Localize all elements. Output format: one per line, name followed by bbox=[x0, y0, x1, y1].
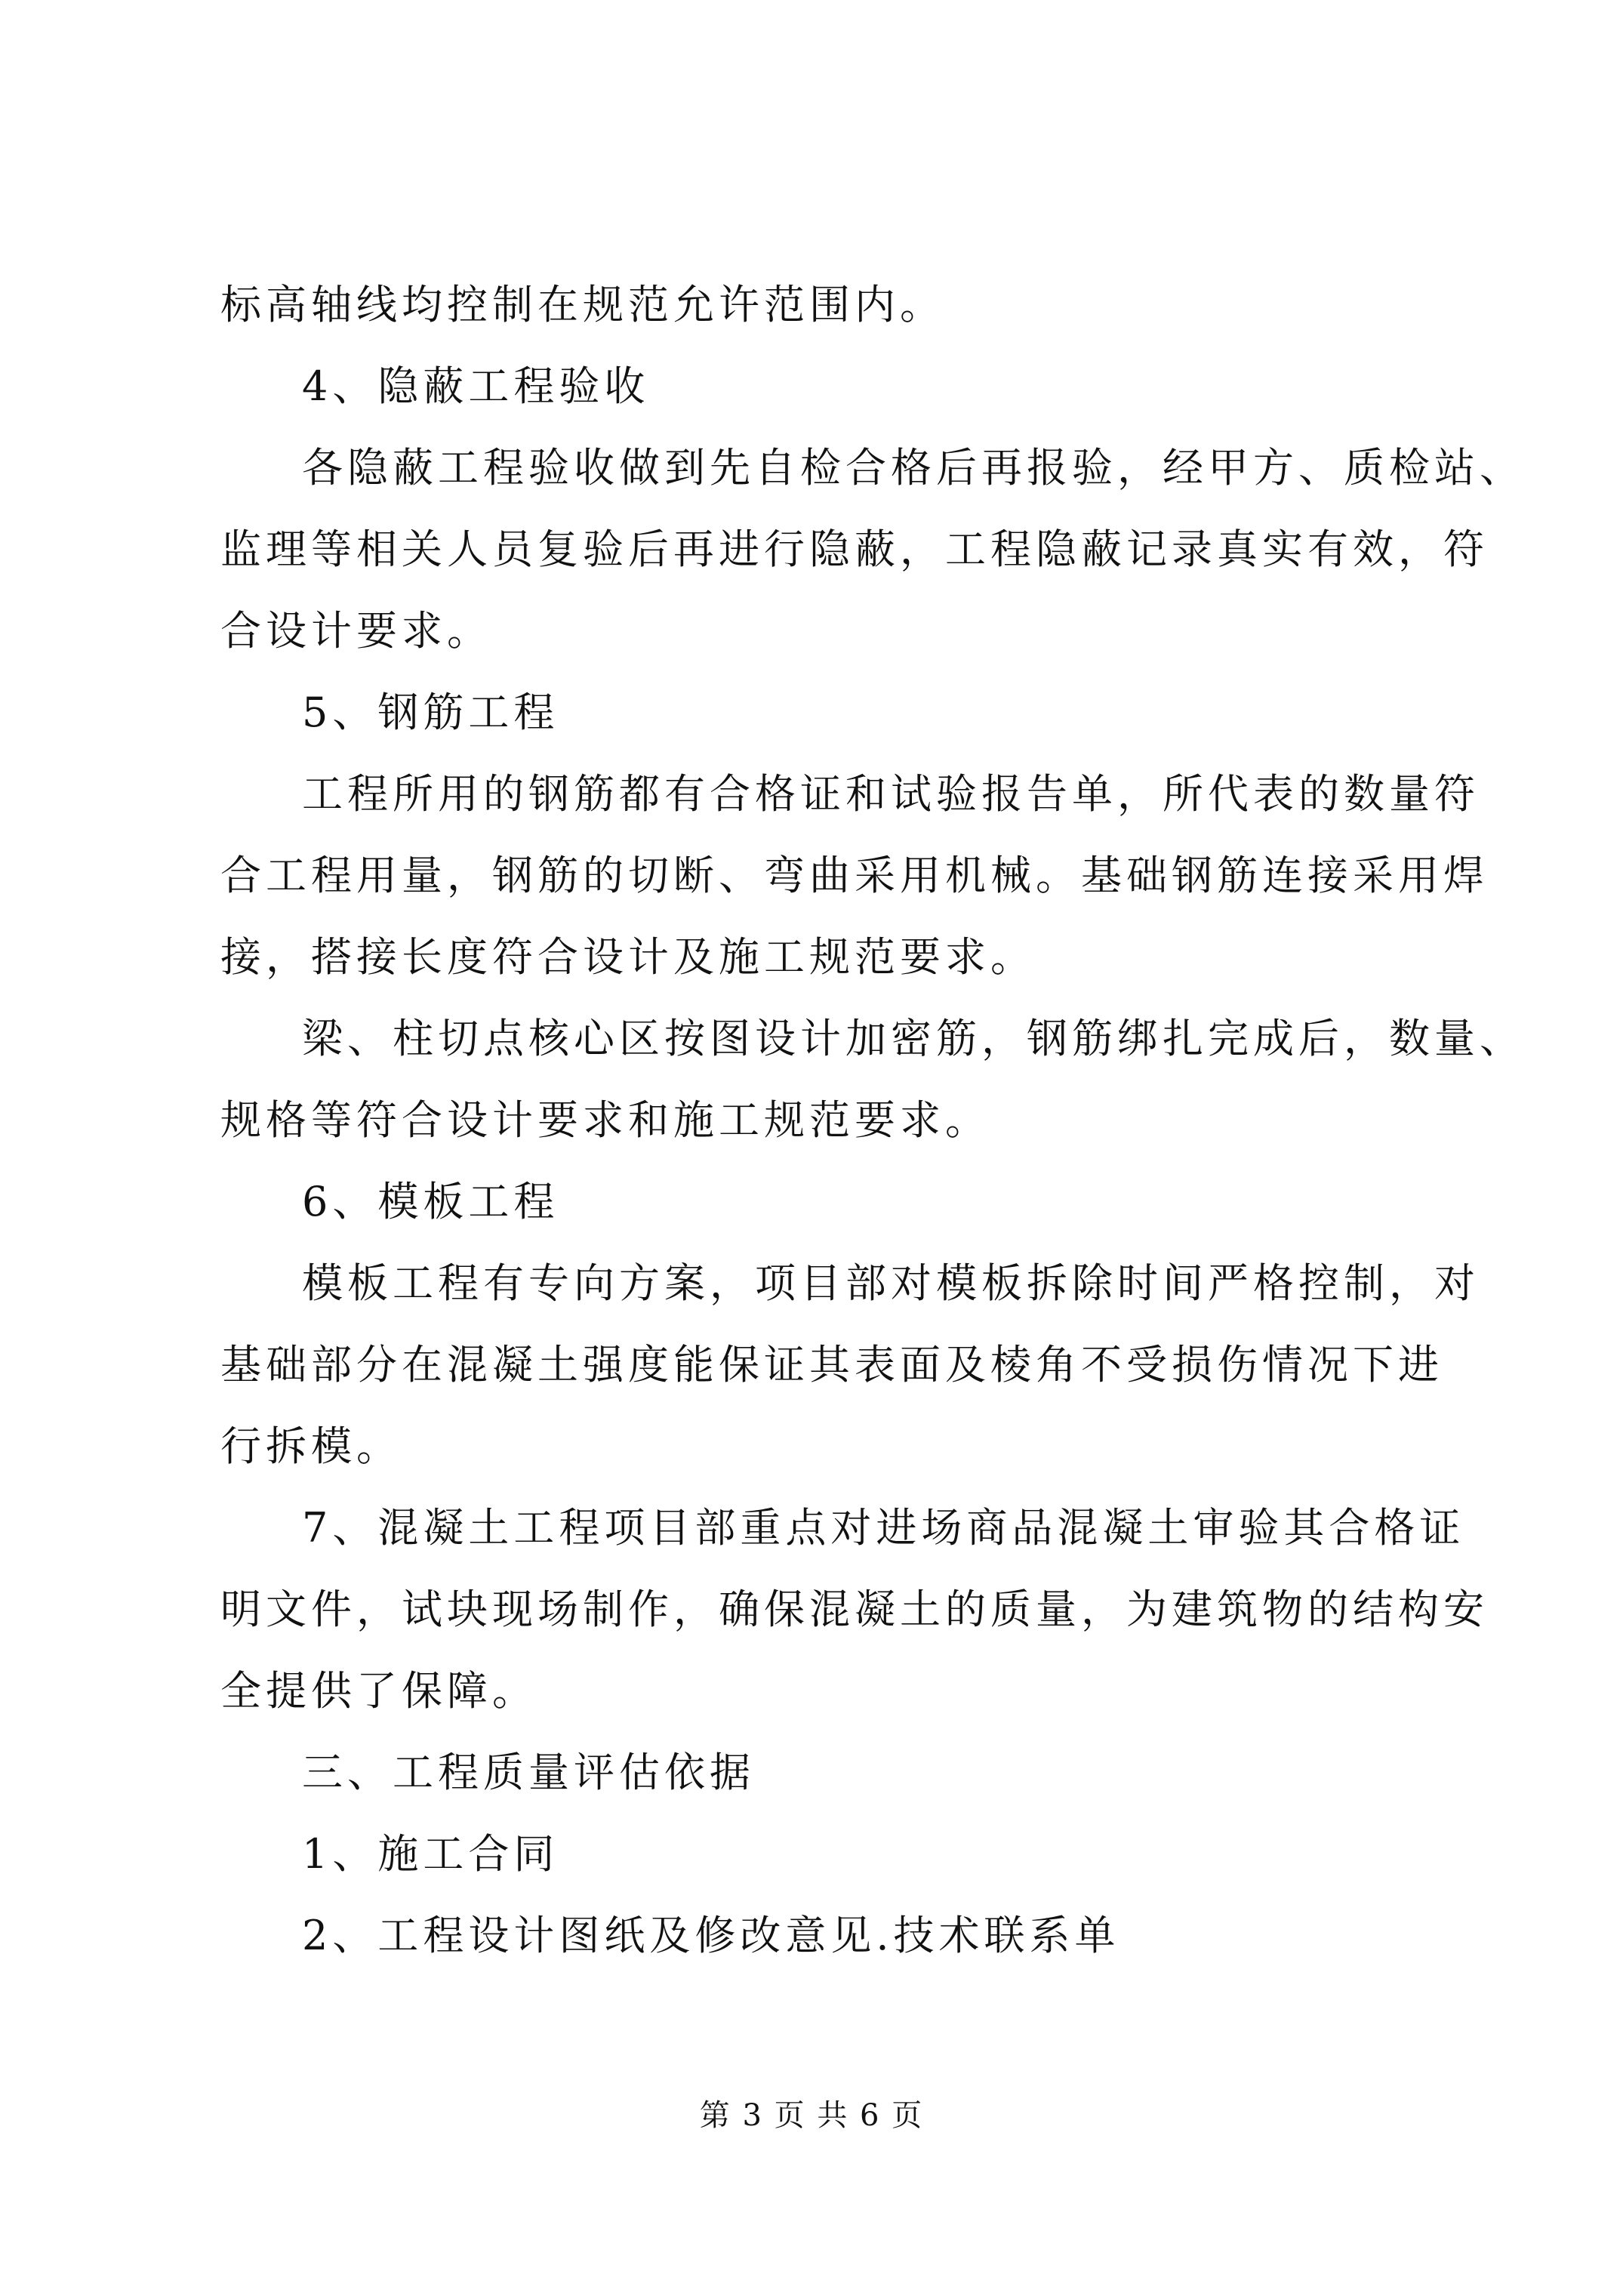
section-heading-concealed-works: 4、隐蔽工程验收 bbox=[302, 362, 650, 410]
section-heading-quality-assessment-basis: 三、工程质量评估依据 bbox=[302, 1749, 755, 1796]
document-body bbox=[220, 264, 1525, 1977]
text-line: 工程所用的钢筋都有合格证和试验报告单，所代表的数量符 bbox=[302, 770, 1480, 818]
text-line: 接，搭接长度符合设计及施工规范要求。 bbox=[220, 933, 1036, 981]
text-line: 合设计要求。 bbox=[220, 607, 492, 655]
text-line: 基础部分在混凝土强度能保证其表面及棱角不受损伤情况下进 bbox=[220, 1341, 1443, 1388]
text-line: 行拆模。 bbox=[220, 1422, 402, 1470]
text-line: 全提供了保障。 bbox=[220, 1667, 537, 1715]
section-heading-concrete-works: 7、混凝土工程项目部重点对进场商品混凝土审验其合格证 bbox=[302, 1504, 1465, 1552]
text-line: 监理等相关人员复验后再进行隐蔽，工程隐蔽记录真实有效，符 bbox=[220, 525, 1489, 573]
text-line: 梁、柱切点核心区按图设计加密筋，钢筋绑扎完成后，数量、 bbox=[302, 1015, 1525, 1062]
section-heading-formwork: 6、模板工程 bbox=[302, 1178, 559, 1225]
text-line: 模板工程有专向方案，项目部对模板拆除时间严格控制，对 bbox=[302, 1259, 1480, 1307]
list-item-design-drawings: 2、工程设计图纸及修改意见.技术联系单 bbox=[302, 1912, 1120, 1959]
page-number-footer: 第 3 页 共 6 页 bbox=[699, 2098, 924, 2133]
text-line: 合工程用量，钢筋的切断、弯曲采用机械。基础钢筋连接采用焊 bbox=[220, 852, 1489, 899]
text-line: 标高轴线均控制在规范允许范围内。 bbox=[220, 281, 945, 328]
list-item-construction-contract: 1、施工合同 bbox=[302, 1830, 559, 1878]
text-line: 各隐蔽工程验收做到先自检合格后再报验，经甲方、质检站、 bbox=[302, 444, 1525, 492]
text-line: 规格等符合设计要求和施工规范要求。 bbox=[220, 1096, 990, 1144]
section-heading-rebar-works: 5、钢筋工程 bbox=[302, 689, 559, 736]
text-line: 明文件，试块现场制作，确保混凝土的质量，为建筑物的结构安 bbox=[220, 1586, 1489, 1633]
